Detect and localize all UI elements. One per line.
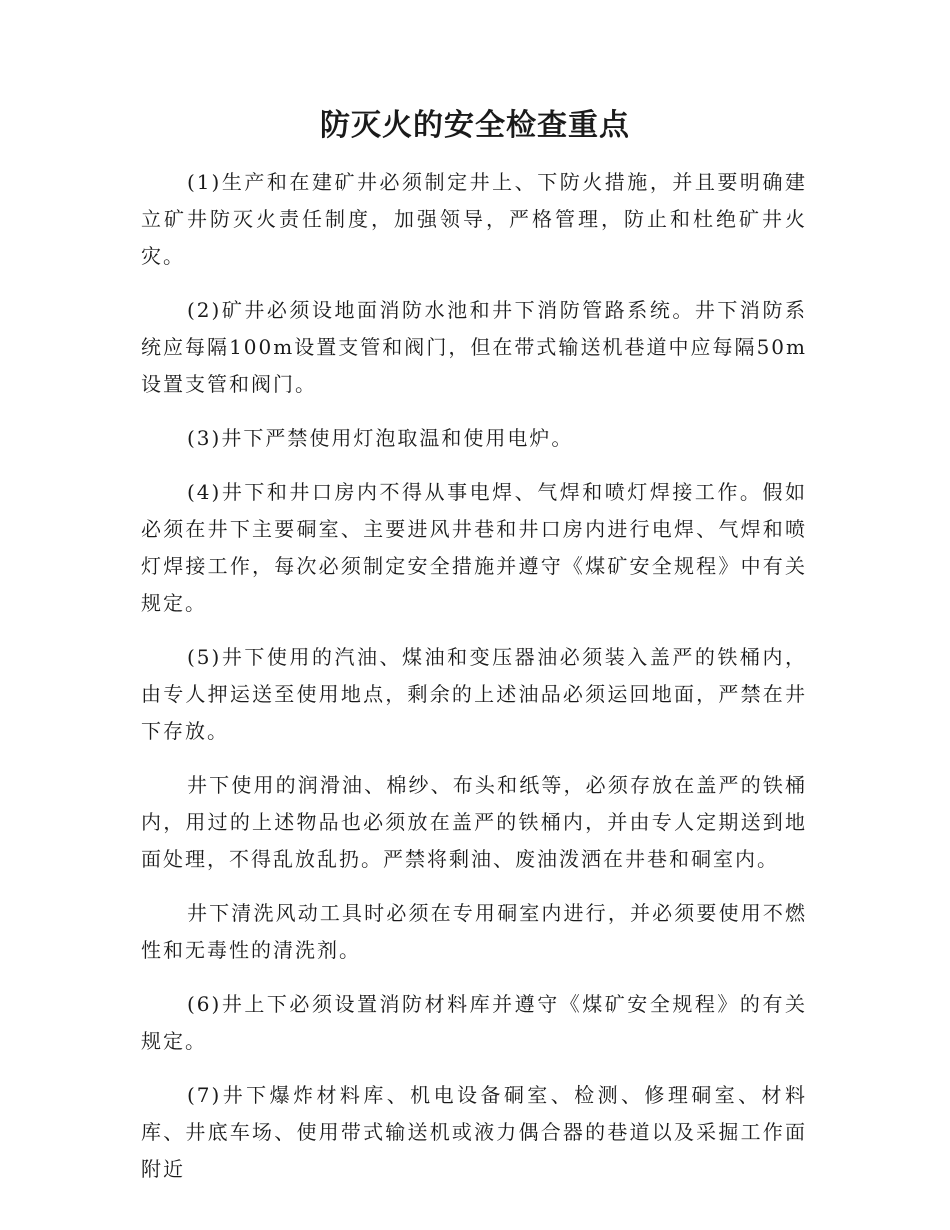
paragraph-3: (3)井下严禁使用灯泡取温和使用电炉。 [187, 426, 574, 450]
paragraph-8: (6)井上下必须设置消防材料库并遵守《煤矿安全规程》的有关规定。 [141, 992, 807, 1053]
paragraph-1: (1)生产和在建矿井必须制定井上、下防火措施，并且要明确建立矿井防灭火责任制度，加强领导，严格管理，防止和杜绝矿井火灾。 [141, 170, 807, 268]
paragraph-7: 井下清洗风动工具时必须在专用硐室内进行，并必须要使用不燃性和无毒性的清洗剂。 [141, 901, 807, 962]
paragraph-4: (4)井下和井口房内不得从事电焊、气焊和喷灯焊接工作。假如必须在井下主要硐室、主要进风井巷和井口房内进行电焊、气焊和喷灯焊接工作，每次必须制定安全措施并遵守《煤矿安全规程》中有关规定。 [141, 480, 807, 615]
document-title: 防灭火的安全检查重点 [320, 108, 630, 143]
paragraph-5: (5)井下使用的汽油、煤油和变压器油必须装入盖严的铁桶内，由专人押运送至使用地点，剩余的上述油品必须运回地面，严禁在井下存放。 [141, 645, 807, 743]
paragraph-6: 井下使用的润滑油、棉纱、布头和纸等，必须存放在盖严的铁桶内，用过的上述物品也必须放在盖严的铁桶内，并由专人定期送到地面处理，不得乱放乱扔。严禁将剩油、废油泼洒在井巷和硐室内。 [141, 773, 807, 871]
document-body [141, 164, 807, 1205]
paragraph-2: (2)矿井必须设地面消防水池和井下消防管路系统。井下消防系统应每隔100m设置支管和阀门，但在带式输送机巷道中应每隔50m设置支管和阀门。 [141, 298, 807, 396]
paragraph-9: (7)井下爆炸材料库、机电设备硐室、检测、修理硐室、材料库、井底车场、使用带式输送机或液力偶合器的巷道以及采掘工作面附近 [141, 1083, 807, 1181]
